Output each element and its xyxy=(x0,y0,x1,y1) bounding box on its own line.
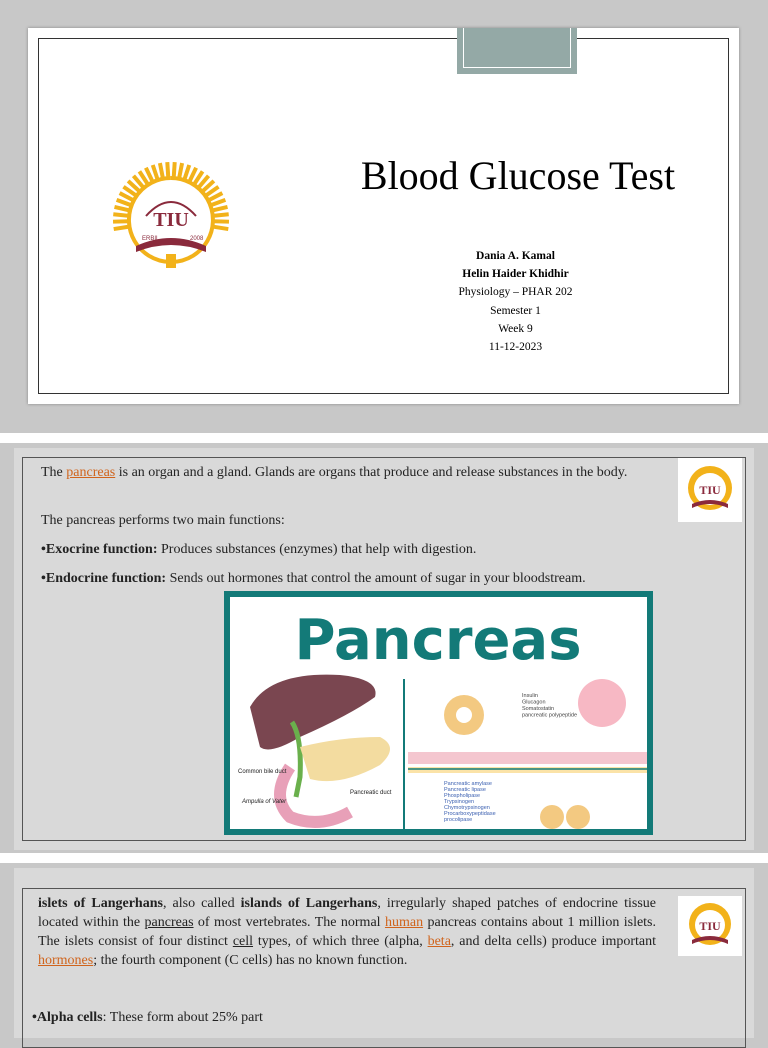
sun-ray xyxy=(213,214,229,216)
pancreas-figure xyxy=(224,591,653,835)
pancreas-slide xyxy=(14,448,754,850)
sun-ray xyxy=(212,227,228,230)
sun-ray xyxy=(114,227,130,230)
accent-tab xyxy=(457,28,577,74)
enzyme-label: Pancreatic amylase xyxy=(444,781,492,787)
pancreas-shape xyxy=(300,737,390,781)
slide-separator xyxy=(0,433,768,443)
enzyme-label: Phospholipase xyxy=(444,793,480,799)
hormone-label: Glucagon xyxy=(522,700,546,706)
islets-slide xyxy=(14,868,754,1038)
pancreas-diagram xyxy=(230,597,647,829)
enzyme-label: Procarboxypeptidase xyxy=(444,811,496,817)
sun-ray xyxy=(184,165,189,180)
hormone-label: pancreatic polypeptide xyxy=(522,713,577,719)
logo-icon xyxy=(678,458,742,522)
cell-link[interactable]: cell xyxy=(233,934,253,949)
human-link[interactable]: human xyxy=(385,915,423,930)
svg-text:Common bile duct: Common bile duct xyxy=(238,769,287,775)
sun-ray xyxy=(113,214,129,216)
author-info xyxy=(408,247,623,356)
title-slide xyxy=(28,28,739,404)
svg-text:TIU: TIU xyxy=(699,919,721,933)
sun-ray xyxy=(167,162,168,178)
author-name: Dania A. Kamal xyxy=(408,247,623,265)
paragraph-functions: The pancreas performs two main functions: xyxy=(41,511,661,530)
hormones-link[interactable]: hormones xyxy=(38,953,93,968)
slide-separator xyxy=(0,853,768,863)
enzyme-label: Trypsinogen xyxy=(444,799,474,805)
course-label: Physiology – PHAR 202 xyxy=(408,283,623,301)
figure-title: Pancreas xyxy=(294,608,581,673)
sun-ray xyxy=(210,200,225,206)
hormone-list xyxy=(522,693,577,719)
paragraph-intro: The pancreas is an organ and a gland. Glands are organs that produce and release substances in the body. xyxy=(41,463,661,482)
date-label: 11-12-2023 xyxy=(408,338,623,356)
sun-ray xyxy=(212,207,228,211)
sun-ray xyxy=(179,163,182,179)
islet-shape xyxy=(578,679,626,727)
bullet-alpha: •Alpha cells: These form about 25% part xyxy=(32,1008,632,1027)
svg-text:ERBIL: ERBIL xyxy=(142,236,160,242)
hormone-label: Insulin xyxy=(522,693,538,699)
svg-text:Ampulla of Vater: Ampulla of Vater xyxy=(241,799,287,805)
svg-text:Pancreatic duct: Pancreatic duct xyxy=(350,790,392,796)
svg-text:2008: 2008 xyxy=(190,236,204,242)
svg-text:TIU: TIU xyxy=(699,483,721,497)
pancreas-link[interactable]: pancreas xyxy=(145,915,194,930)
semester-label: Semester 1 xyxy=(408,302,623,320)
enzyme-label: Chymotrypsinogen xyxy=(444,805,490,811)
enzyme-label: procolipase xyxy=(444,817,472,823)
tiu-logo xyxy=(106,158,236,276)
enzyme-label: Pancreatic lipase xyxy=(444,787,486,793)
beta-link[interactable]: beta xyxy=(428,934,451,949)
enzyme-list xyxy=(444,781,496,823)
author-name: Helin Haider Khidhir xyxy=(408,265,623,283)
sun-ray xyxy=(153,165,158,180)
sun-ray xyxy=(117,200,132,206)
hormone-label: Somatostatin xyxy=(522,706,554,712)
bullet-endocrine: •Endocrine function: Sends out hormones that control the amount of sugar in your bloodstream. xyxy=(41,569,691,588)
tiu-logo-small xyxy=(678,896,742,956)
sun-ray xyxy=(174,162,175,178)
paragraph-islets: islets of Langerhans, also called islands of Langerhans, irregularly shaped patches of endocrine tissue located within the pancreas of most vertebrates. The normal human pancreas contains about 1 million islets. The islets consist of four distinct cell types, of which three (alpha, beta, and delta cells) produce important hormones; the fourth component (C cells) has no known function. xyxy=(38,894,656,970)
week-label: Week 9 xyxy=(408,320,623,338)
sun-ray xyxy=(114,207,130,211)
logo-icon xyxy=(678,896,742,956)
pancreas-link[interactable]: pancreas xyxy=(66,465,115,480)
sun-ray xyxy=(160,163,163,179)
bullet-exocrine: •Exocrine function: Produces substances (enzymes) that help with digestion. xyxy=(41,540,681,559)
page-title: Blood Glucose Test xyxy=(338,152,698,199)
tiu-logo-small xyxy=(678,458,742,522)
svg-text:TIU: TIU xyxy=(153,209,189,231)
